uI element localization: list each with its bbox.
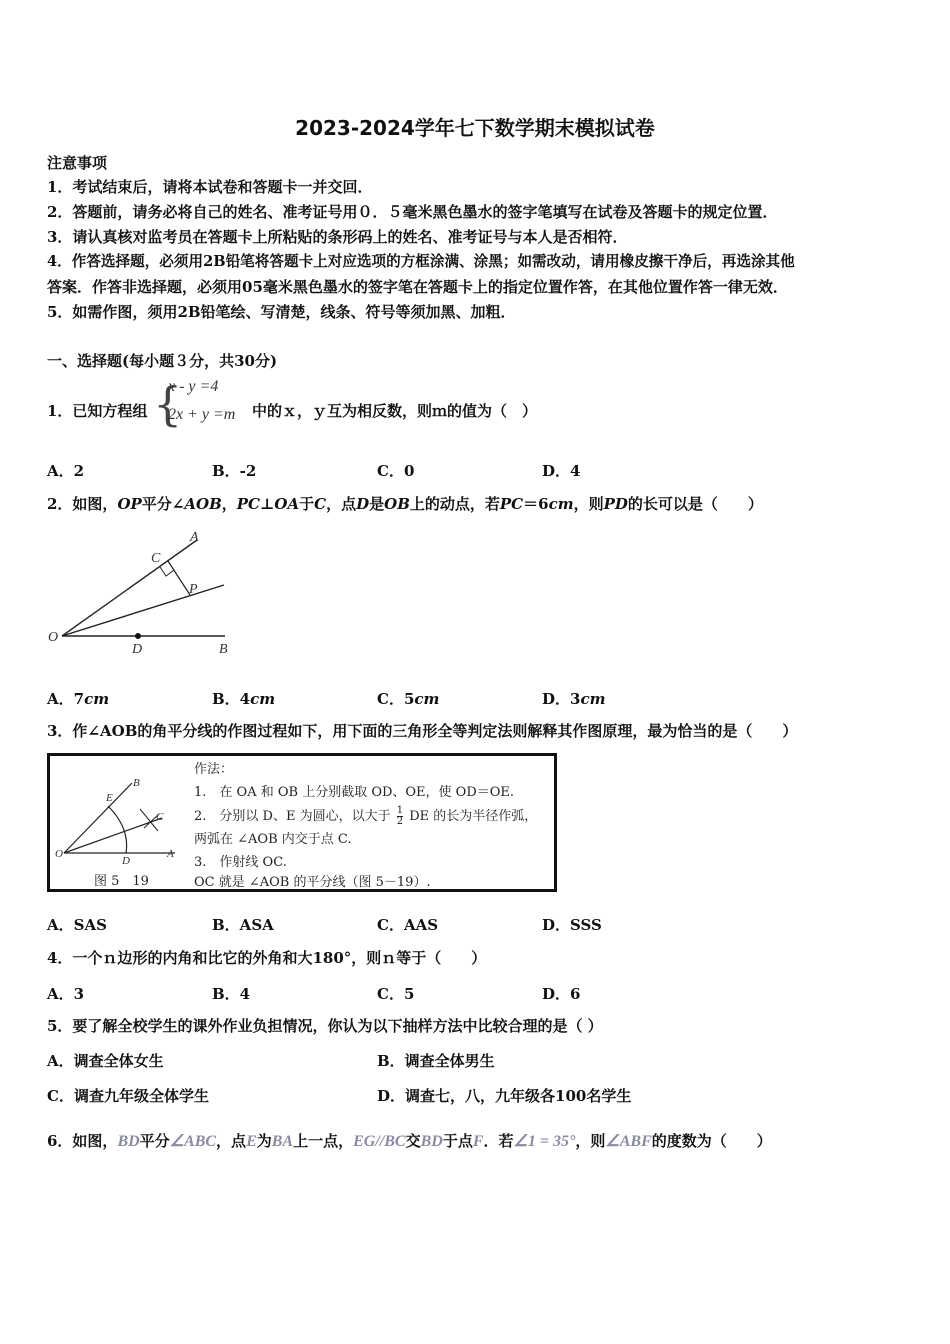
option-a[interactable]: A．2: [47, 462, 85, 480]
notice-item: 3．请认真核对监考员在答题卡上所粘贴的条形码上的姓名、准考证号与本人是否相符．: [47, 228, 628, 246]
label-b: B: [133, 777, 140, 789]
notice-item: 2．答题前，请务必将自己的姓名、准考证号用０．５毫米黑色墨水的签字笔填写在试卷及答题卡的规定位置．: [47, 203, 778, 221]
label-c: C: [151, 551, 161, 566]
option-a[interactable]: A．调查全体女生: [47, 1052, 164, 1070]
option-b[interactable]: B．ASA: [212, 916, 274, 934]
notice-item: 1．考试结束后，请将本试卷和答题卡一并交回．: [47, 178, 373, 196]
q5-text: 5．要了解全校学生的课外作业负担情况，你认为以下抽样方法中比较合理的是（ ）: [47, 1017, 603, 1035]
label-o: O: [55, 848, 63, 860]
q4-text: 4．一个ｎ边形的内角和比它的外角和大180°，则ｎ等于（ ）: [47, 949, 487, 967]
method-heading: 作法：: [194, 762, 234, 777]
option-b[interactable]: B．4: [212, 985, 251, 1003]
q6-text: 6．如图，BD平分∠ABC，点E为BA上一点，EG//BC交BD于点F．若∠1 = 35°，则∠ABF的度数为（ ）: [47, 1132, 772, 1150]
label-a: A: [190, 530, 199, 545]
q3-figure: [47, 753, 557, 892]
method-conclusion: OC 就是 ∠AOB 的平分线（图 5－19）.: [194, 875, 431, 890]
q1-equation-1: x - y =4: [168, 378, 219, 395]
option-d[interactable]: D．6: [542, 985, 581, 1003]
option-a[interactable]: A．SAS: [47, 916, 107, 934]
q3-text: 3．作∠AOB的角平分线的作图过程如下，用下面的三角形全等判定法则解释其作图原理，最为恰当的是（ ）: [47, 722, 798, 740]
option-a[interactable]: A．7cm: [47, 690, 110, 708]
option-d[interactable]: D．3cm: [542, 690, 606, 708]
option-d[interactable]: D．4: [542, 462, 581, 480]
point-d: [135, 633, 141, 639]
q1-suffix: 中的ｘ，ｙ互为相反数，则ｍ的值为（ ）: [252, 402, 538, 420]
section-heading: 一、选择题(每小题３分，共30分): [47, 352, 278, 370]
notice-item: 4．作答选择题，必须用2B铅笔将答题卡上对应选项的方框涂满、涂黑；如需改动，请用橡皮擦干净后，再选涂其他: [47, 253, 795, 270]
label-d: D: [132, 642, 143, 657]
label-a: A: [167, 848, 174, 860]
q1-prefix: 1．已知方程组: [47, 402, 148, 420]
brace-symbol: {: [153, 377, 183, 431]
label-o: O: [48, 630, 59, 645]
method-step-2-cont: 两弧在 ∠AOB 内交于点 C.: [194, 832, 352, 847]
label-p: P: [189, 582, 198, 597]
q2-text: 2．如图，OP平分∠AOB，PC⊥OA于C，点D是OB上的动点，若PC＝6cm，则PD的长可以是（ ）: [47, 495, 763, 513]
label-b: B: [219, 642, 228, 657]
option-c[interactable]: C．AAS: [377, 916, 439, 934]
q3-construction-diagram: [50, 756, 190, 886]
option-c[interactable]: C．调查九年级全体学生: [47, 1087, 209, 1105]
option-b[interactable]: B．4cm: [212, 690, 276, 708]
option-c[interactable]: C．5: [377, 985, 415, 1003]
notice-item: 5．如需作图，须用2B铅笔绘、写清楚，线条、符号等须加黑、加粗．: [47, 303, 516, 321]
label-d: D: [122, 855, 130, 867]
label-c: C: [156, 811, 164, 823]
method-step-1: 1. 在 OA 和 OB 上分别截取 OD、OE，使 OD＝OE.: [194, 785, 515, 800]
option-d[interactable]: D．调查七，八，九年级各100名学生: [377, 1087, 632, 1105]
option-b[interactable]: B．-2: [212, 462, 257, 480]
fraction: $\frac{1}{2}$: [396, 805, 404, 827]
label-e: E: [106, 792, 113, 804]
page-title: 2023-2024学年七下数学期末模拟试卷: [295, 116, 655, 140]
option-b[interactable]: B．调查全体男生: [377, 1052, 495, 1070]
q1-equation-2: 2x + y =m: [168, 406, 236, 423]
figure-caption: 图 5 19: [94, 874, 149, 889]
method-step-2: 2. 分别以 D、E 为圆心，以大于 $\frac{1}{2}$ DE 的长为半径作弧，: [194, 805, 538, 827]
notice-item: 答案．作答非选择题，必须用05毫米黑色墨水的签字笔在答题卡上的指定位置作答，在其他位置作答一律无效．: [47, 278, 788, 296]
option-c[interactable]: C．0: [377, 462, 415, 480]
method-step-3: 3. 作射线 OC.: [194, 855, 287, 870]
option-c[interactable]: C．5cm: [377, 690, 440, 708]
notice-heading: 注意事项: [47, 154, 108, 172]
option-d[interactable]: D．SSS: [542, 916, 602, 934]
q2-figure: [40, 525, 240, 660]
option-a[interactable]: A．3: [47, 985, 85, 1003]
